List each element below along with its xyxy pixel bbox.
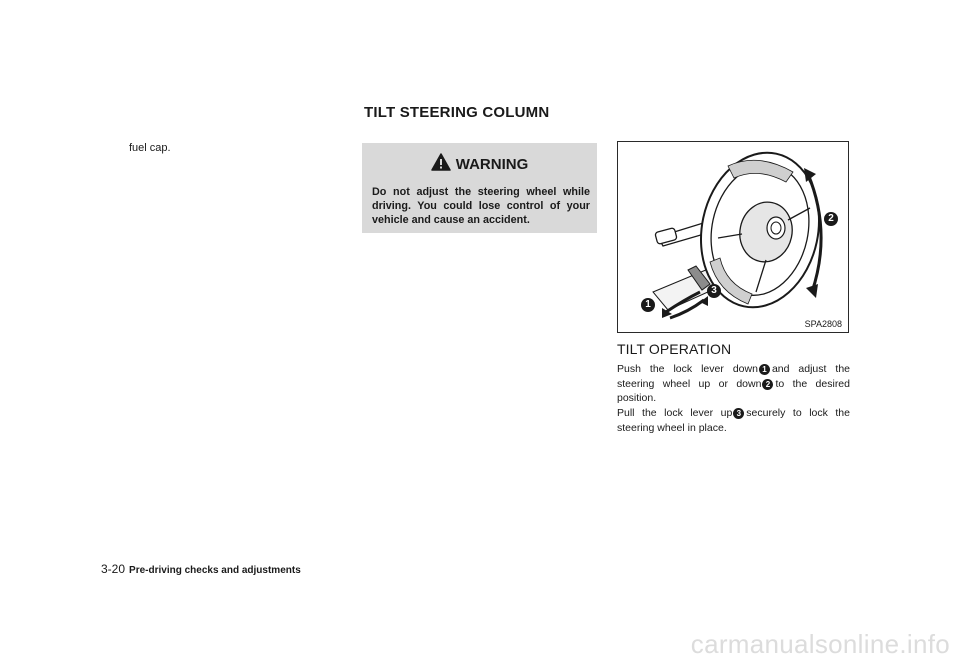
- page-footer: [101, 562, 301, 576]
- paragraph-tilt-2: Pull the lock lever up 3 securely to lock the steering wheel in place.: [617, 407, 850, 434]
- figure-caption: SPA2808: [804, 319, 842, 329]
- subsection-title: TILT OPERATION: [617, 341, 732, 357]
- callout-1: 1: [641, 298, 655, 312]
- paragraph-tilt-1: Push the lock lever down 1 and adjust the steering wheel up or down 2 to the desired position.: [617, 363, 851, 404]
- section-title: TILT STEERING COLUMN: [364, 104, 550, 121]
- warning-body: Do not adjust the steering wheel while driving. You could lose control of your vehicle and cause an accident.: [372, 186, 590, 226]
- page-number: 3-20: [101, 562, 126, 576]
- continued-text: fuel cap.: [129, 142, 171, 154]
- callout-ref-1: 1: [759, 364, 770, 375]
- callout-3: 3: [707, 284, 721, 298]
- warning-triangle-icon: [431, 153, 451, 175]
- steering-figure: [617, 141, 849, 333]
- chapter-title: Pre-driving checks and adjustments: [129, 565, 301, 576]
- warning-header: [362, 153, 597, 175]
- watermark: carmanualsonline.info: [690, 629, 950, 659]
- warning-heading: WARNING: [455, 156, 529, 173]
- warning-box: [362, 143, 597, 233]
- callout-2: 2: [824, 212, 838, 226]
- callout-ref-2: 2: [762, 379, 773, 390]
- callout-ref-3: 3: [733, 408, 744, 419]
